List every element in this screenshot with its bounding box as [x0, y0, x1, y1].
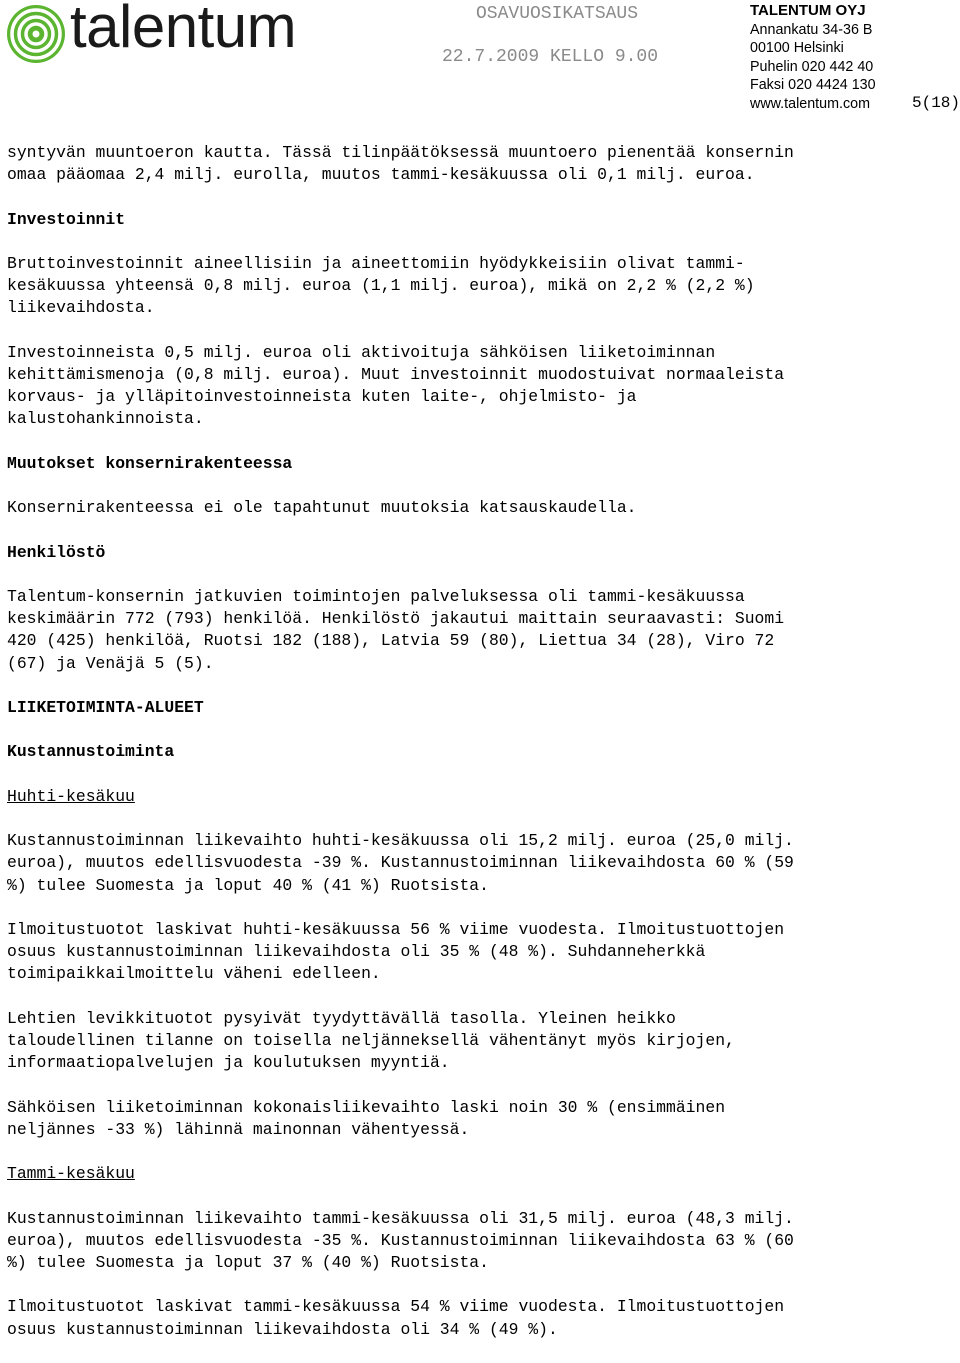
paragraph-capitalized-investments: Investoinneista 0,5 milj. euroa oli aktivoituja sähköisen liiketoiminnan kehittämismenoja (0,8 milj. euroa). Muut investoinnit muodostuivat normaaleista korvaus- ja ylläpitoinvestoinneista kuten laite-, ohjelmisto- ja kalustohankinnoista. [7, 342, 785, 429]
paragraph-publishing-revenue-h1: Kustannustoiminnan liikevaihto tammi-kesäkuussa oli 31,5 milj. euroa (48,3 milj. euroa), muutos edellisvuodesta -35 %. Kustannustoiminnan liikevaihdosta 63 % (60 %) tulee Suomesta ja loput 37 % (40 %) Ruotsista. [7, 1208, 794, 1272]
heading-investoinnit: Investoinnit [7, 209, 126, 229]
heading-publishing: Kustannustoiminta [7, 742, 175, 762]
company-fax: Faksi 020 4424 130 [750, 77, 876, 94]
document-date: 22.7.2009 KELLO 9.00 [442, 47, 659, 67]
company-info [750, 2, 876, 114]
subheading-april-june: Huhti-kesäkuu [7, 786, 135, 806]
paragraph-publishing-revenue-q2: Kustannustoiminnan liikevaihto huhti-kesäkuussa oli 15,2 milj. euroa (25,0 milj. euroa), muutos edellisvuodesta -39 %. Kustannustoiminnan liikevaihdosta 60 % (59 %) tulee Suomesta ja loput 40 % (41 %) Ruotsista. [7, 831, 794, 895]
talentum-logo [6, 0, 366, 64]
paragraph-gross-investments: Bruttoinvestoinnit aineellisiin ja aineettomiin hyödykkeisiin olivat tammi- kesäkuussa yhteensä 0,8 milj. euroa (1,1 milj. euroa), mikä on 2,2 % (2,2 %) liikevaihdosta. [7, 253, 755, 318]
document-body [7, 142, 957, 1363]
paragraph-translation-difference: syntyvän muuntoeron kautta. Tässä tilinpäätöksessä muuntoero pienentää konsernin omaa pääomaa 2,4 milj. eurolla, muutos tammi-kesäkuussa oli 0,1 milj. euroa. [7, 143, 794, 185]
heading-business-areas: LIIKETOIMINTA-ALUEET [7, 697, 204, 717]
heading-group-structure: Muutokset konsernirakenteessa [7, 453, 293, 473]
paragraph-advertising-q2: Ilmoitustuotot laskivat huhti-kesäkuussa 56 % viime vuodesta. Ilmoitustuottojen osuus kustannustoiminnan liikevaihdosta oli 35 % (48 %). Suhdanneherkkä toimipaikkailmoittelu väheni edelleen. [7, 919, 785, 984]
paragraph-advertising-h1: Ilmoitustuotot laskivat tammi-kesäkuussa 54 % viime vuodesta. Ilmoitustuottojen osuus kustannustoiminnan liikevaihdosta oli 34 % (49 %). [7, 1297, 785, 1339]
company-website: www.talentum.com [750, 95, 870, 112]
heading-personnel: Henkilöstö [7, 542, 106, 562]
document-type: OSAVUOSIKATSAUS [476, 4, 639, 24]
logo-concentric-icon [6, 4, 66, 64]
logo-wordmark: talentum [70, 0, 297, 60]
company-name: TALENTUM OYJ [750, 2, 866, 19]
subheading-january-june: Tammi-kesäkuu [7, 1164, 135, 1184]
page-number: 5(18) [911, 94, 960, 112]
paragraph-electronic-business: Sähköisen liiketoiminnan kokonaisliikevaihto laski noin 30 % (ensimmäinen neljännes -33 %) lähinnä mainonnan vähentyessä. [7, 1097, 726, 1139]
company-phone: Puhelin 020 442 40 [750, 58, 874, 75]
paragraph-circulation: Lehtien levikkituotot pysyivät tyydyttävällä tasolla. Yleinen heikko taloudellinen tilanne on toisella neljänneksellä vähentänyt myös kirjojen, informaatiopalvelujen ja koulutuksen myyntiä. [7, 1008, 735, 1073]
paragraph-personnel: Talentum-konsernin jatkuvien toimintojen palveluksessa oli tammi-kesäkuussa keskimäärin 772 (793) henkilöä. Henkilöstö jakautui maittain seuraavasti: Suomi 420 (425) henkilöä, Ruotsi 182 (188), Latvia 59 (80), Liettua 34 (28), Viro 72 (67) ja Venäjä 5 (5). [7, 586, 785, 673]
page-header [0, 0, 960, 130]
paragraph-group-structure: Konsernirakenteessa ei ole tapahtunut muutoksia katsauskaudella. [7, 498, 637, 518]
company-address: Annankatu 34-36 B [750, 21, 873, 38]
company-city: 00100 Helsinki [750, 40, 844, 57]
